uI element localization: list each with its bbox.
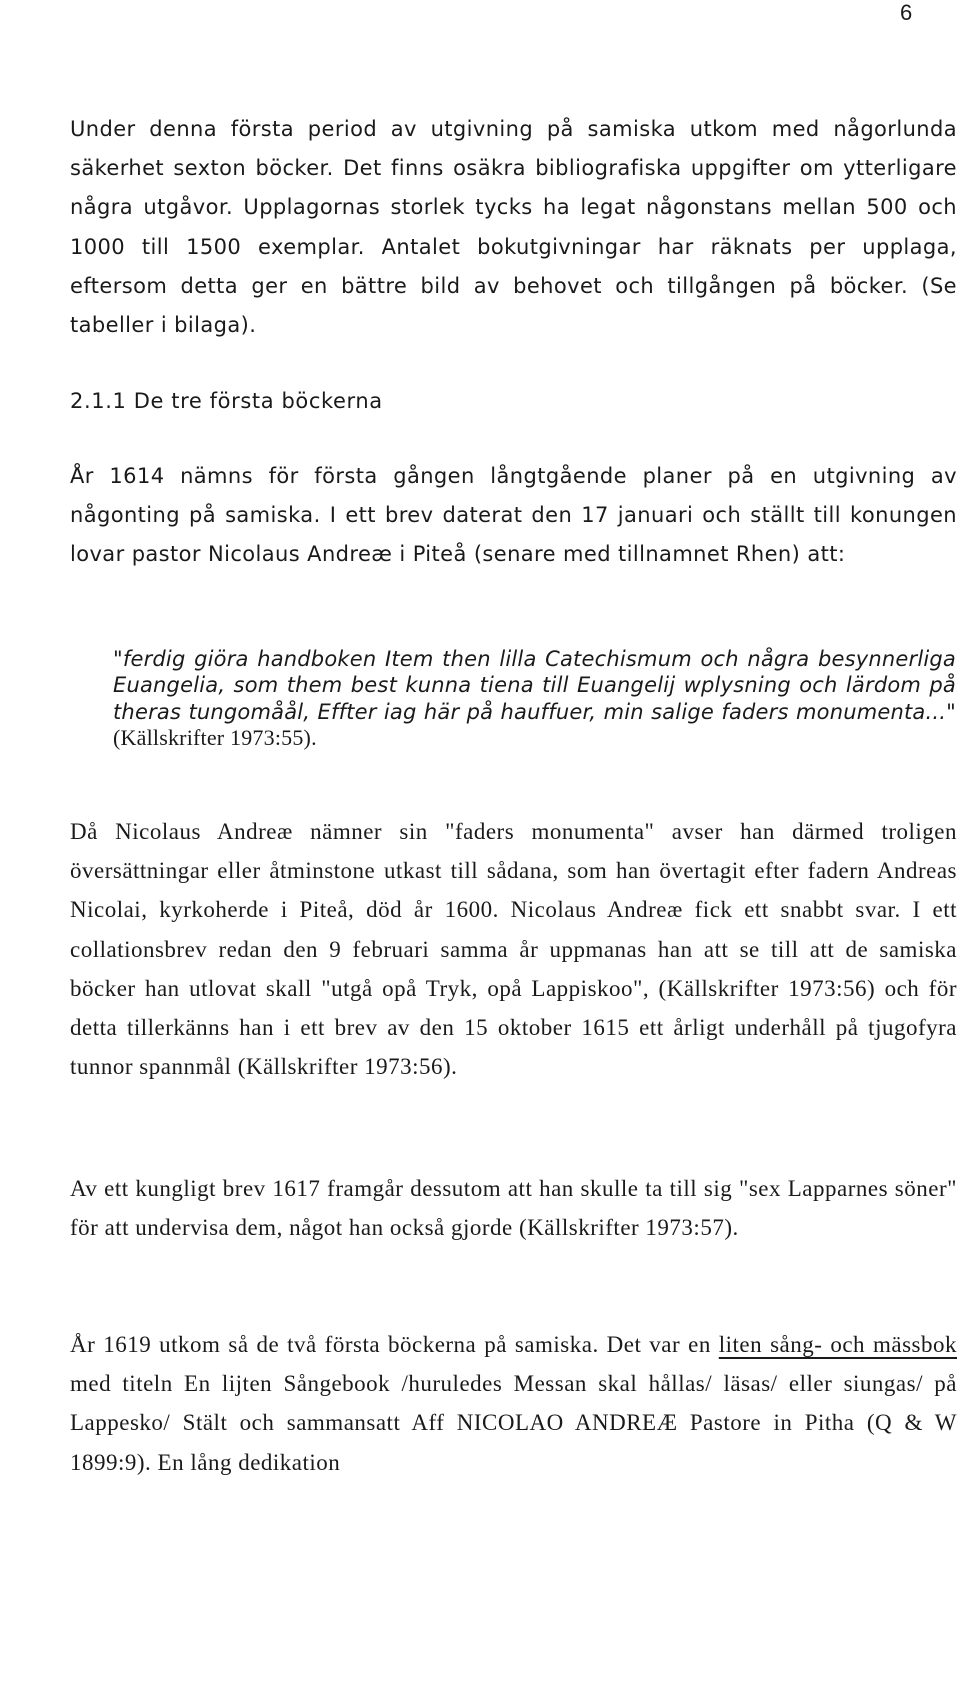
block-quote	[113, 646, 956, 751]
paragraph-1619-before: År 1619 utkom så de två första böckerna på samiska. Det var en	[70, 1332, 719, 1357]
paragraph-1619-underlined: liten sång- och mässbok	[718, 1332, 957, 1357]
paragraph-monumenta: Då Nicolaus Andreæ nämner sin "faders monumenta" avser han därmed troligen översättningar eller åtminstone utkast till sådana, som han övertagit efter fadern Andreas Nicolai, kyrkoherde i Piteå, död år 1600. Nicolaus Andreæ fick ett snabbt svar. I ett collationsbrev redan den 9 februari samma år uppmanas han att se till att de samiska böcker han utlovat skall "utgå opå Tryk, opå Lappiskoo", (Källskrifter 1973:56) och för detta tillerkänns han i ett brev av den 15 oktober 1615 ett årligt underhåll på tjugofyra tunnor spannmål (Källskrifter 1973:56).	[70, 819, 957, 1080]
paragraph-1617: Av ett kungligt brev 1617 framgår dessutom att han skulle ta till sig "sex Lapparnes söner" för att undervisa dem, något han också gjorde (Källskrifter 1973:57).	[70, 1176, 957, 1241]
quote-citation: (Källskrifter 1973:55).	[113, 724, 317, 750]
paragraph-1619	[70, 1325, 957, 1482]
section-heading: 2.1.1 De tre första böckerna	[70, 389, 383, 413]
paragraph-intro: Under denna första period av utgivning på samiska utkom med någorlunda säkerhet sexton böcker. Det finns osäkra bibliografiska uppgifter om ytterligare några utgåvor. Upplagornas storlek tycks ha legat någonstans mellan 500 och 1000 till 1500 exemplar. Antalet bokutgivningar har räknats per upplaga, eftersom detta ger en bättre bild av behovet och tillgången på böcker. (Se tabeller i bilaga).	[70, 117, 957, 338]
paragraph-1619-after: med titeln En lijten Sångebook /huruledes Messan skal hållas/ läsas/ eller siungas/ på Lappesko/ Stält och sammansatt Aff NICOLAO ANDREÆ Pastore in Pitha (Q & W 1899:9). En lång dedikation	[70, 1371, 957, 1475]
quote-text: "ferdig giöra handboken Item then lilla Catechismum och några besynnerliga Euangelia, som them best kunna tiena till Euangelij wplysning och lärdom på theras tungomåål, Effter iag här på hauffuer, min salige faders monumenta..."	[113, 647, 956, 724]
paragraph-1614: År 1614 nämns för första gången långtgående planer på en utgivning av någonting på samiska. I ett brev daterat den 17 januari och ställt till konungen lovar pastor Nicolaus Andreæ i Piteå (senare med tillnamnet Rhen) att:	[70, 464, 957, 567]
page-number: 6	[900, 0, 913, 25]
